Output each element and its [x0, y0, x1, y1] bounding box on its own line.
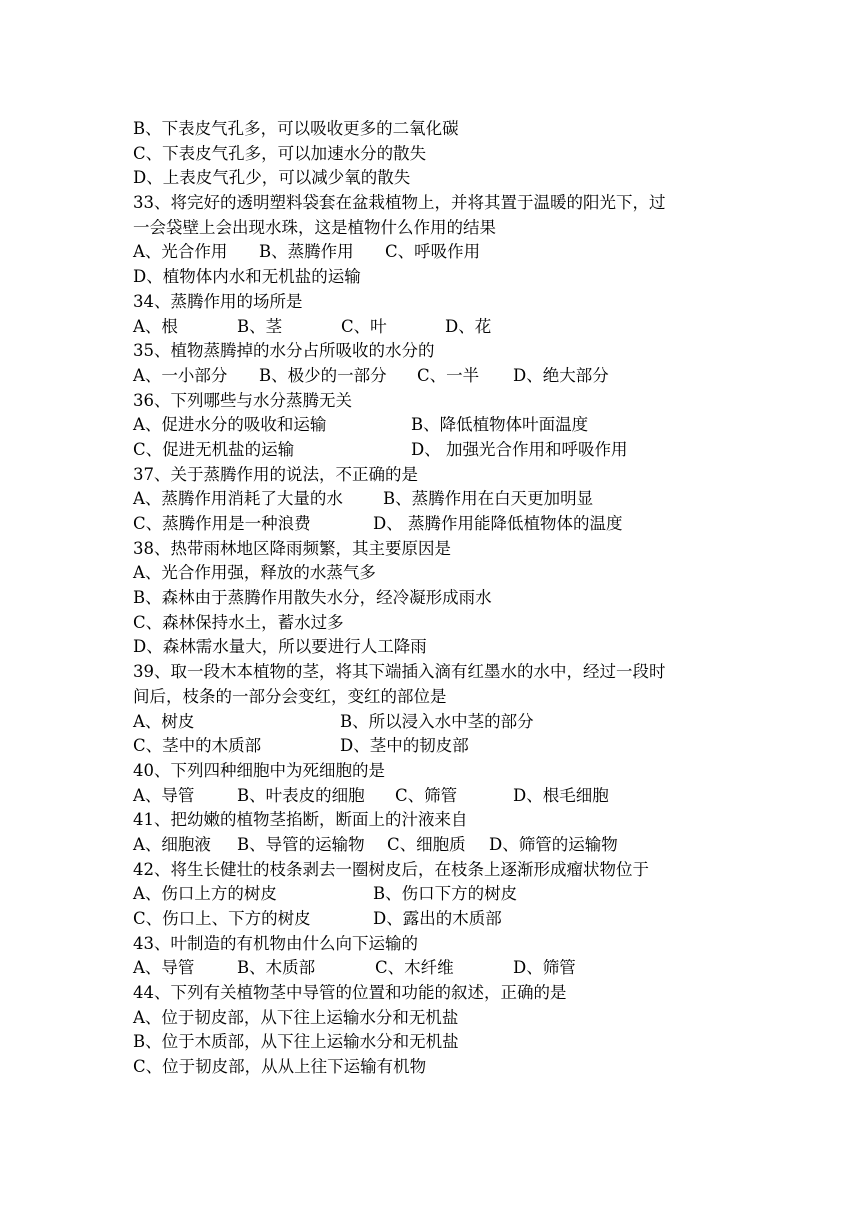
question-35-options — [133, 364, 793, 389]
option: C、蒸腾作用是一种浪费 — [133, 514, 311, 533]
question-41: 41、把幼嫩的植物茎掐断，断面上的汁液来自 — [133, 810, 468, 830]
option: A、树皮 — [133, 711, 195, 731]
question-36-options-2 — [133, 438, 793, 463]
option: B、伤口下方的树皮 — [373, 884, 518, 904]
option: C、茎中的木质部 — [133, 736, 262, 756]
question-33-options — [133, 240, 793, 265]
option-line: C、森林保持水土，蓄水过多 — [133, 612, 344, 632]
option: D、 加强光合作用和呼吸作用 — [411, 439, 628, 459]
option: C、呼吸作用 — [385, 242, 481, 262]
question-42-options-1 — [133, 882, 793, 907]
question-44: 44、下列有关植物茎中导管的位置和功能的叙述，正确的是 — [133, 983, 567, 1003]
option: D、绝大部分 — [513, 365, 609, 385]
option: A、细胞液 — [133, 834, 211, 854]
option: D、花 — [445, 316, 492, 336]
option-line: C、位于韧皮部，从从上往下运输有机物 — [133, 1057, 427, 1077]
question-39-options-2 — [133, 734, 793, 759]
question-43-options — [133, 956, 793, 981]
option-line: A、位于韧皮部，从下往上运输水分和无机盐 — [133, 1007, 459, 1027]
question-37-options-2 — [133, 512, 793, 537]
option: B、叶表皮的细胞 — [237, 785, 365, 805]
question-37-options-1 — [133, 487, 793, 512]
option: A、伤口上方的树皮 — [133, 884, 277, 904]
question-37: 37、关于蒸腾作用的说法，不正确的是 — [133, 464, 418, 484]
option-line: B、下表皮气孔多，可以吸收更多的二氧化碳 — [133, 119, 459, 138]
question-39: 39、取一段木本植物的茎，将其下端插入滴有红墨水的水中，经过一段时 — [133, 662, 666, 682]
option-line: B、位于木质部，从下往上运输水分和无机盐 — [133, 1032, 459, 1052]
option-line: B、森林由于蒸腾作用散失水分，经冷凝形成雨水 — [133, 588, 492, 608]
option: B、茎 — [237, 316, 283, 336]
question-35: 35、植物蒸腾掉的水分占所吸收的水分的 — [133, 341, 435, 361]
question-33: 33、将完好的透明塑料袋套在盆栽植物上，并将其置于温暖的阳光下，过 — [133, 193, 666, 213]
option: B、木质部 — [237, 958, 316, 978]
option: A、根 — [133, 316, 178, 336]
option: C、叶 — [341, 316, 387, 336]
question-41-options — [133, 833, 793, 858]
question-33-cont: 一会袋壁上会出现水珠，这是植物什么作用的结果 — [133, 217, 496, 237]
option: C、筛管 — [395, 785, 458, 805]
option: D、茎中的韧皮部 — [340, 736, 469, 756]
question-36: 36、下列哪些与水分蒸腾无关 — [133, 390, 352, 410]
question-34: 34、蒸腾作用的场所是 — [133, 291, 303, 311]
question-42-options-2 — [133, 907, 793, 932]
option: D、露出的木质部 — [373, 909, 502, 928]
option: B、所以浸入水中茎的部分 — [340, 711, 534, 731]
option-line: A、光合作用强，释放的水蒸气多 — [133, 563, 376, 583]
option: B、导管的运输物 — [237, 834, 365, 854]
option: A、蒸腾作用消耗了大量的水 — [133, 489, 343, 509]
question-34-options — [133, 315, 793, 340]
option-line: C、下表皮气孔多，可以加速水分的散失 — [133, 143, 427, 163]
option: B、蒸腾作用 — [259, 242, 354, 262]
option: C、木纤维 — [375, 958, 454, 978]
option: D、根毛细胞 — [513, 785, 609, 805]
option: D、筛管的运输物 — [489, 834, 618, 854]
option: D、筛管 — [513, 958, 576, 978]
option: D、 蒸腾作用能降低植物体的温度 — [373, 514, 623, 533]
option: C、细胞质 — [387, 834, 466, 854]
question-42: 42、将生长健壮的枝条剥去一圈树皮后，在枝条上逐渐形成瘤状物位于 — [133, 859, 649, 879]
question-40: 40、下列四种细胞中为死细胞的是 — [133, 760, 385, 780]
document-page — [133, 117, 793, 1080]
question-40-options — [133, 784, 793, 809]
option: C、一半 — [417, 365, 480, 385]
question-38: 38、热带雨林地区降雨频繁，其主要原因是 — [133, 538, 451, 558]
option: A、导管 — [133, 958, 195, 978]
option-line: D、植物体内水和无机盐的运输 — [133, 267, 361, 287]
option: A、促进水分的吸收和运输 — [133, 415, 327, 435]
option: B、蒸腾作用在白天更加明显 — [383, 489, 594, 509]
option: A、导管 — [133, 785, 195, 805]
question-39-cont: 间后，枝条的一部分会变红，变红的部位是 — [133, 686, 447, 706]
option: C、伤口上、下方的树皮 — [133, 909, 311, 928]
option: B、极少的一部分 — [259, 365, 387, 385]
option: A、一小部分 — [133, 365, 228, 385]
option-line: D、森林需水量大，所以要进行人工降雨 — [133, 637, 427, 657]
question-36-options-1 — [133, 413, 793, 438]
question-43: 43、叶制造的有机物由什么向下运输的 — [133, 933, 418, 953]
question-39-options-1 — [133, 710, 793, 735]
option-line: D、上表皮气孔少，可以减少氧的散失 — [133, 168, 411, 188]
option: C、促进无机盐的运输 — [133, 439, 295, 459]
option: B、降低植物体叶面温度 — [411, 415, 589, 435]
option: A、光合作用 — [133, 242, 228, 262]
